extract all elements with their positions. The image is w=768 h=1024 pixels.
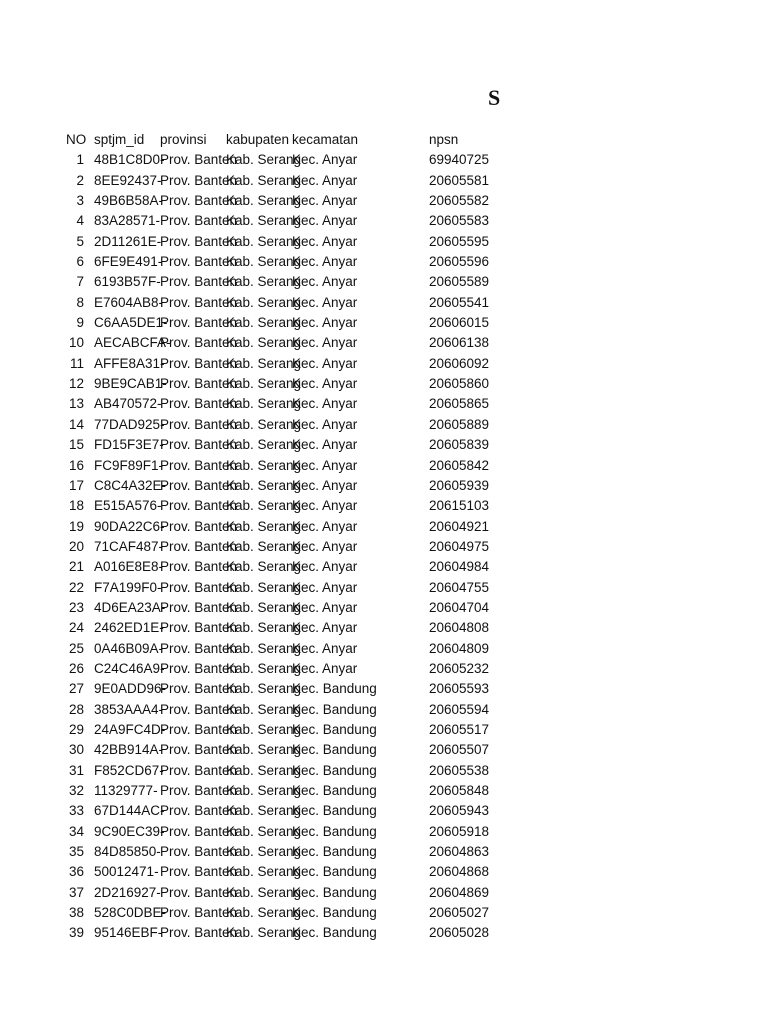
- cell-kabupaten: Kab. Serang: [226, 254, 302, 270]
- cell-npsn: 20605939: [429, 477, 490, 493]
- cell-npsn: 20605593: [429, 681, 490, 697]
- cell-no: 6: [76, 254, 84, 270]
- cell-no: 38: [68, 905, 84, 921]
- cell-kabupaten: Kab. Serang: [226, 213, 302, 229]
- cell-provinsi: Prov. Banten: [160, 701, 238, 717]
- table-row: [0, 578, 768, 598]
- cell-provinsi: Prov. Banten: [160, 416, 238, 432]
- cell-sptjm-id: 67D144AC-: [94, 803, 165, 819]
- cell-sptjm-id: AFFE8A31-: [94, 355, 165, 371]
- cell-sptjm-id: 2D216927-: [94, 884, 161, 900]
- cell-provinsi: Prov. Banten: [160, 640, 238, 656]
- cell-no: 20: [68, 538, 84, 554]
- cell-kecamatan: Kec. Anyar: [292, 152, 358, 168]
- cell-kecamatan: Kec. Anyar: [292, 274, 358, 290]
- cell-kecamatan: Kec. Bandung: [292, 742, 377, 758]
- cell-provinsi: Prov. Banten: [160, 538, 238, 554]
- cell-npsn: 20605918: [429, 823, 490, 839]
- cell-kecamatan: Kec. Anyar: [292, 416, 358, 432]
- cell-no: 7: [76, 274, 84, 290]
- cell-kecamatan: Kec. Anyar: [292, 315, 358, 331]
- cell-kecamatan: Kec. Anyar: [292, 599, 358, 615]
- table-row: [0, 354, 768, 374]
- cell-sptjm-id: 48B1C8D0-: [94, 152, 165, 168]
- cell-provinsi: Prov. Banten: [160, 233, 238, 249]
- cell-no: 3: [76, 193, 84, 209]
- table-row: [0, 923, 768, 943]
- cell-no: 30: [68, 742, 84, 758]
- table-row: [0, 842, 768, 862]
- cell-no: 1: [76, 152, 84, 168]
- cell-kabupaten: Kab. Serang: [226, 925, 302, 941]
- cell-sptjm-id: 77DAD925-: [94, 416, 165, 432]
- cell-kabupaten: Kab. Serang: [226, 193, 302, 209]
- table-row: [0, 822, 768, 842]
- cell-sptjm-id: 9E0ADD96-: [94, 681, 167, 697]
- cell-provinsi: Prov. Banten: [160, 905, 238, 921]
- table-row: [0, 639, 768, 659]
- cell-sptjm-id: 84D85850-: [94, 844, 161, 860]
- cell-provinsi: Prov. Banten: [160, 193, 238, 209]
- cell-no: 27: [68, 681, 84, 697]
- table-row: [0, 720, 768, 740]
- cell-provinsi: Prov. Banten: [160, 721, 238, 737]
- cell-provinsi: Prov. Banten: [160, 559, 238, 575]
- cell-npsn: 20605594: [429, 701, 490, 717]
- cell-npsn: 20605865: [429, 396, 490, 412]
- cell-kecamatan: Kec. Anyar: [292, 559, 358, 575]
- cell-provinsi: Prov. Banten: [160, 254, 238, 270]
- cell-no: 32: [68, 783, 84, 798]
- cell-no: 25: [68, 640, 84, 656]
- cell-npsn: 20605943: [429, 803, 490, 819]
- cell-provinsi: Prov. Banten: [160, 823, 238, 839]
- cell-npsn: 20605889: [429, 416, 490, 432]
- table-row: [0, 659, 768, 679]
- cell-no: 34: [68, 823, 84, 839]
- cell-sptjm-id: 42BB914A-: [94, 742, 164, 758]
- cell-kabupaten: Kab. Serang: [226, 660, 302, 676]
- cell-no: 36: [68, 864, 84, 880]
- header-npsn: npsn: [429, 132, 459, 147]
- cell-npsn: 69940725: [429, 152, 490, 168]
- cell-provinsi: Prov. Banten: [160, 620, 238, 636]
- cell-kecamatan: Kec. Anyar: [292, 538, 358, 554]
- cell-provinsi: Prov. Banten: [160, 172, 238, 188]
- cell-kabupaten: Kab. Serang: [226, 681, 302, 697]
- cell-kecamatan: Kec. Anyar: [292, 640, 358, 656]
- cell-provinsi: Prov. Banten: [160, 152, 238, 168]
- cell-sptjm-id: C6AA5DE1-: [94, 315, 168, 331]
- cell-provinsi: Prov. Banten: [160, 518, 238, 534]
- cell-kecamatan: Kec. Bandung: [292, 783, 377, 798]
- table-row: [0, 903, 768, 923]
- cell-sptjm-id: AECABCFA-: [94, 335, 171, 351]
- table-row: [0, 252, 768, 272]
- cell-no: 24: [68, 620, 84, 636]
- table-row: [0, 150, 768, 170]
- cell-kecamatan: Kec. Bandung: [292, 823, 377, 839]
- cell-npsn: 20605860: [429, 376, 490, 392]
- cell-kecamatan: Kec. Anyar: [292, 620, 358, 636]
- cell-kecamatan: Kec. Anyar: [292, 498, 358, 514]
- cell-kecamatan: Kec. Anyar: [292, 376, 358, 392]
- cell-no: 18: [68, 498, 84, 514]
- cell-npsn: 20605541: [429, 294, 490, 310]
- cell-no: 2: [76, 172, 84, 188]
- table-row: [0, 781, 768, 801]
- cell-npsn: 20604984: [429, 559, 490, 575]
- cell-kabupaten: Kab. Serang: [226, 172, 302, 188]
- cell-kabupaten: Kab. Serang: [226, 477, 302, 493]
- cell-no: 31: [68, 762, 84, 778]
- cell-kabupaten: Kab. Serang: [226, 762, 302, 778]
- cell-provinsi: Prov. Banten: [160, 803, 238, 819]
- cell-kabupaten: Kab. Serang: [226, 437, 302, 453]
- cell-npsn: 20605848: [429, 783, 490, 798]
- cell-no: 21: [68, 559, 84, 575]
- cell-kecamatan: Kec. Bandung: [292, 681, 377, 697]
- cell-npsn: 20606138: [429, 335, 490, 351]
- cell-no: 39: [68, 925, 84, 941]
- cell-sptjm-id: 24A9FC4D-: [94, 721, 166, 737]
- cell-no: 28: [68, 701, 84, 717]
- cell-sptjm-id: 0A46B09A-: [94, 640, 164, 656]
- cell-sptjm-id: 2462ED1E-: [94, 620, 164, 636]
- cell-kecamatan: Kec. Anyar: [292, 294, 358, 310]
- table-body: [0, 150, 768, 943]
- table-row: [0, 618, 768, 638]
- header-provinsi: provinsi: [160, 132, 207, 147]
- table-row: [0, 883, 768, 903]
- cell-npsn: 20605507: [429, 742, 490, 758]
- cell-kabupaten: Kab. Serang: [226, 742, 302, 758]
- data-table: [0, 130, 768, 944]
- header-no: NO: [66, 132, 87, 147]
- table-row: [0, 537, 768, 557]
- table-row: [0, 374, 768, 394]
- cell-sptjm-id: AB470572-: [94, 396, 162, 412]
- cell-kecamatan: Kec. Anyar: [292, 355, 358, 371]
- cell-no: 10: [68, 335, 84, 351]
- cell-kecamatan: Kec. Anyar: [292, 579, 358, 595]
- cell-npsn: 20605538: [429, 762, 490, 778]
- table-row: [0, 293, 768, 313]
- cell-npsn: 20606092: [429, 355, 490, 371]
- cell-npsn: 20604975: [429, 538, 490, 554]
- cell-provinsi: Prov. Banten: [160, 742, 238, 758]
- cell-kecamatan: Kec. Anyar: [292, 213, 358, 229]
- cell-npsn: 20615103: [429, 498, 490, 514]
- cell-provinsi: Prov. Banten: [160, 477, 238, 493]
- cell-kecamatan: Kec. Anyar: [292, 437, 358, 453]
- cell-provinsi: Prov. Banten: [160, 437, 238, 453]
- cell-provinsi: Prov. Banten: [160, 457, 238, 473]
- cell-kecamatan: Kec. Anyar: [292, 518, 358, 534]
- sheet-title: S: [488, 85, 501, 110]
- cell-no: 12: [68, 376, 84, 392]
- cell-npsn: 20605028: [429, 925, 490, 941]
- cell-sptjm-id: FD15F3E7-: [94, 437, 164, 453]
- cell-npsn: 20605517: [429, 721, 490, 737]
- cell-provinsi: Prov. Banten: [160, 396, 238, 412]
- table-row: [0, 557, 768, 577]
- table-row: [0, 700, 768, 720]
- cell-sptjm-id: C24C46A9-: [94, 660, 165, 676]
- cell-no: 17: [68, 477, 84, 493]
- cell-provinsi: Prov. Banten: [160, 884, 238, 900]
- cell-provinsi: Prov. Banten: [160, 762, 238, 778]
- cell-kecamatan: Kec. Bandung: [292, 803, 377, 819]
- cell-npsn: 20605582: [429, 193, 490, 209]
- cell-npsn: 20605581: [429, 172, 490, 188]
- cell-provinsi: Prov. Banten: [160, 681, 238, 697]
- cell-kabupaten: Kab. Serang: [226, 152, 302, 168]
- cell-npsn: 20605595: [429, 233, 490, 249]
- cell-sptjm-id: 49B6B58A-: [94, 193, 164, 209]
- table-row: [0, 496, 768, 516]
- cell-provinsi: Prov. Banten: [160, 315, 238, 331]
- cell-kabupaten: Kab. Serang: [226, 498, 302, 514]
- cell-no: 13: [68, 396, 84, 412]
- cell-kabupaten: Kab. Serang: [226, 274, 302, 290]
- cell-kabupaten: Kab. Serang: [226, 803, 302, 819]
- cell-no: 4: [76, 213, 84, 229]
- cell-kabupaten: Kab. Serang: [226, 315, 302, 331]
- cell-npsn: 20604869: [429, 884, 490, 900]
- cell-kecamatan: Kec. Bandung: [292, 844, 377, 860]
- cell-kabupaten: Kab. Serang: [226, 416, 302, 432]
- table-row: [0, 456, 768, 476]
- cell-sptjm-id: 8EE92437-: [94, 172, 162, 188]
- cell-npsn: 20605596: [429, 254, 490, 270]
- cell-kabupaten: Kab. Serang: [226, 844, 302, 860]
- cell-kecamatan: Kec. Bandung: [292, 762, 377, 778]
- table-row: [0, 598, 768, 618]
- cell-kabupaten: Kab. Serang: [226, 457, 302, 473]
- cell-kecamatan: Kec. Bandung: [292, 905, 377, 921]
- cell-sptjm-id: E7604AB8-: [94, 294, 164, 310]
- cell-sptjm-id: 4D6EA23A-: [94, 599, 166, 615]
- cell-provinsi: Prov. Banten: [160, 274, 238, 290]
- cell-provinsi: Prov. Banten: [160, 376, 238, 392]
- cell-kabupaten: Kab. Serang: [226, 783, 302, 798]
- cell-kecamatan: Kec. Anyar: [292, 660, 358, 676]
- table-row: [0, 476, 768, 496]
- cell-sptjm-id: 50012471-: [94, 864, 159, 880]
- cell-kabupaten: Kab. Serang: [226, 640, 302, 656]
- cell-kabupaten: Kab. Serang: [226, 559, 302, 575]
- table-row: [0, 394, 768, 414]
- cell-sptjm-id: F7A199F0-: [94, 579, 162, 595]
- cell-kabupaten: Kab. Serang: [226, 294, 302, 310]
- table-row: [0, 517, 768, 537]
- cell-no: 29: [68, 721, 84, 737]
- cell-sptjm-id: 528C0DBE-: [94, 905, 167, 921]
- cell-sptjm-id: 83A28571-: [94, 213, 161, 229]
- cell-npsn: 20605232: [429, 660, 490, 676]
- cell-sptjm-id: C8C4A32E-: [94, 477, 167, 493]
- cell-npsn: 20605027: [429, 905, 490, 921]
- cell-kabupaten: Kab. Serang: [226, 579, 302, 595]
- cell-no: 26: [68, 660, 84, 676]
- table-row: [0, 313, 768, 333]
- cell-npsn: 20605839: [429, 437, 490, 453]
- cell-kecamatan: Kec. Bandung: [292, 864, 377, 880]
- table-row: [0, 740, 768, 760]
- cell-kabupaten: Kab. Serang: [226, 864, 302, 880]
- cell-sptjm-id: FC9F89F1-: [94, 457, 164, 473]
- cell-sptjm-id: E515A576-: [94, 498, 162, 514]
- cell-provinsi: Prov. Banten: [160, 844, 238, 860]
- table-row: [0, 272, 768, 292]
- header-kecamatan: kecamatan: [292, 132, 359, 147]
- cell-no: 5: [76, 233, 84, 249]
- cell-no: 22: [68, 579, 84, 595]
- cell-provinsi: Prov. Banten: [160, 660, 238, 676]
- cell-kecamatan: Kec. Bandung: [292, 884, 377, 900]
- cell-sptjm-id: 9C90EC39-: [94, 823, 165, 839]
- cell-no: 14: [68, 416, 84, 432]
- header-kabupaten: kabupaten: [226, 132, 290, 147]
- cell-kecamatan: Kec. Anyar: [292, 396, 358, 412]
- cell-npsn: 20604755: [429, 579, 490, 595]
- cell-provinsi: Prov. Banten: [160, 294, 238, 310]
- cell-npsn: 20605842: [429, 457, 490, 473]
- header-sptjm-id: sptjm_id: [94, 132, 145, 147]
- cell-kecamatan: Kec. Anyar: [292, 335, 358, 351]
- cell-no: 33: [68, 803, 84, 819]
- cell-npsn: 20604809: [429, 640, 490, 656]
- cell-provinsi: Prov. Banten: [160, 498, 238, 514]
- cell-sptjm-id: 2D11261E-: [94, 233, 162, 249]
- cell-kabupaten: Kab. Serang: [226, 233, 302, 249]
- cell-kabupaten: Kab. Serang: [226, 355, 302, 371]
- cell-kecamatan: Kec. Anyar: [292, 172, 358, 188]
- cell-kabupaten: Kab. Serang: [226, 335, 302, 351]
- cell-no: 9: [76, 315, 84, 331]
- cell-sptjm-id: 95146EBF-: [94, 925, 163, 941]
- cell-no: 35: [68, 844, 84, 860]
- cell-kecamatan: Kec. Bandung: [292, 721, 377, 737]
- cell-provinsi: Prov. Banten: [160, 579, 238, 595]
- table-row: [0, 679, 768, 699]
- cell-kecamatan: Kec. Anyar: [292, 193, 358, 209]
- table-row: [0, 761, 768, 781]
- cell-sptjm-id: 9BE9CAB1-: [94, 376, 167, 392]
- table-row: [0, 333, 768, 353]
- cell-kecamatan: Kec. Anyar: [292, 477, 358, 493]
- cell-kabupaten: Kab. Serang: [226, 884, 302, 900]
- cell-kabupaten: Kab. Serang: [226, 823, 302, 839]
- cell-sptjm-id: 6193B57F-: [94, 274, 161, 290]
- cell-no: 8: [76, 294, 84, 310]
- cell-provinsi: Prov. Banten: [160, 925, 238, 941]
- table-row: [0, 801, 768, 821]
- cell-no: 16: [68, 457, 84, 473]
- cell-npsn: 20605583: [429, 213, 490, 229]
- cell-provinsi: Prov. Banten: [160, 213, 238, 229]
- cell-kecamatan: Kec. Bandung: [292, 701, 377, 717]
- cell-kecamatan: Kec. Anyar: [292, 233, 358, 249]
- cell-no: 19: [68, 518, 84, 534]
- table-row: [0, 171, 768, 191]
- cell-sptjm-id: 71CAF487-: [94, 538, 164, 554]
- cell-npsn: 20604863: [429, 844, 490, 860]
- cell-sptjm-id: F852CD67-: [94, 762, 164, 778]
- cell-no: 37: [68, 884, 84, 900]
- table-header-row: [0, 130, 768, 150]
- cell-provinsi: Prov. Banten: [160, 335, 238, 351]
- cell-no: 23: [68, 599, 84, 615]
- cell-kecamatan: Kec. Anyar: [292, 254, 358, 270]
- cell-kabupaten: Kab. Serang: [226, 376, 302, 392]
- table-row: [0, 211, 768, 231]
- cell-npsn: 20604704: [429, 599, 490, 615]
- cell-no: 15: [68, 437, 84, 453]
- cell-provinsi: Prov. Banten: [160, 355, 238, 371]
- cell-kabupaten: Kab. Serang: [226, 721, 302, 737]
- cell-kabupaten: Kab. Serang: [226, 396, 302, 412]
- cell-kabupaten: Kab. Serang: [226, 620, 302, 636]
- cell-kabupaten: Kab. Serang: [226, 701, 302, 717]
- table-row: [0, 415, 768, 435]
- cell-kabupaten: Kab. Serang: [226, 538, 302, 554]
- cell-sptjm-id: 90DA22C6-: [94, 518, 165, 534]
- table-row: [0, 862, 768, 882]
- cell-provinsi: Prov. Banten: [160, 599, 238, 615]
- table-row: [0, 232, 768, 252]
- cell-sptjm-id: 6FE9E491-: [94, 254, 163, 270]
- cell-npsn: 20604868: [429, 864, 490, 880]
- cell-provinsi: Prov. Banten: [160, 864, 238, 880]
- table-row: [0, 191, 768, 211]
- cell-kabupaten: Kab. Serang: [226, 905, 302, 921]
- cell-npsn: 20604808: [429, 620, 490, 636]
- table-row: [0, 435, 768, 455]
- cell-kecamatan: Kec. Bandung: [292, 925, 377, 941]
- cell-no: 11: [69, 355, 84, 371]
- cell-npsn: 20606015: [429, 315, 490, 331]
- cell-sptjm-id: 3853AAA4-: [94, 701, 164, 717]
- cell-sptjm-id: A016E8E8-: [94, 559, 164, 575]
- cell-npsn: 20604921: [429, 518, 490, 534]
- cell-kecamatan: Kec. Anyar: [292, 457, 358, 473]
- cell-npsn: 20605589: [429, 274, 490, 290]
- cell-kabupaten: Kab. Serang: [226, 518, 302, 534]
- cell-sptjm-id: 11329777-: [94, 783, 158, 798]
- cell-provinsi: Prov. Banten: [160, 783, 238, 798]
- cell-kabupaten: Kab. Serang: [226, 599, 302, 615]
